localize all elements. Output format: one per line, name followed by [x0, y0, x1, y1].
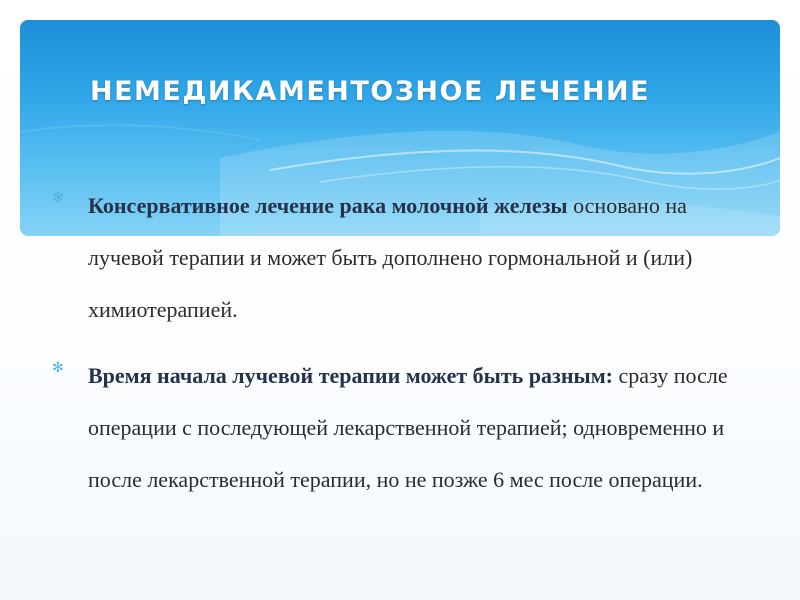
bullet-list [52, 180, 752, 520]
bullet-lead: Время начала лучевой терапии может быть разным: [88, 363, 614, 388]
bullet-item [52, 350, 752, 506]
bullet-text: сразу после операции с последующей лекарственной терапией; одновременно и после лекарственной терапии, но не позже 6 мес после операции. [88, 363, 728, 492]
asterisk-icon: ✻ [52, 360, 64, 376]
asterisk-icon: ✻ [52, 190, 64, 206]
bullet-lead: Консервативное лечение рака молочной железы [88, 193, 568, 218]
bullet-text: основано на лучевой терапии и может быть дополнено гормональной и (или) химиотерапией. [88, 193, 693, 322]
bullet-item [52, 180, 752, 336]
slide-title: НЕМЕДИКАМЕНТОЗНОЕ ЛЕЧЕНИЕ [90, 76, 651, 107]
